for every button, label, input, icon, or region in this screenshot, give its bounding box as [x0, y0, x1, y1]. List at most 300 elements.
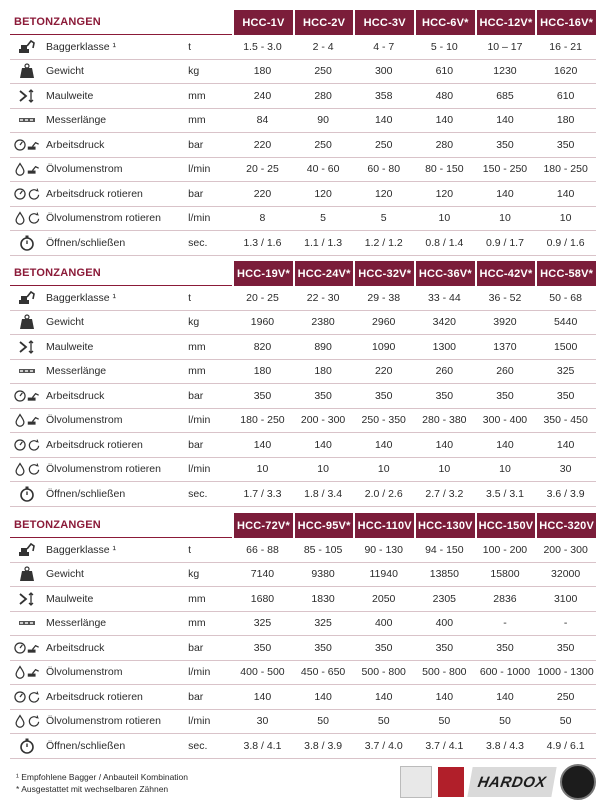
table-cell: 180 [232, 360, 293, 385]
table-cell: 36 - 52 [475, 286, 536, 311]
table-cell: 4 - 7 [353, 35, 414, 60]
table-row [10, 433, 596, 458]
table-cell: 140 [414, 109, 475, 134]
table-cell: 140 [353, 109, 414, 134]
table-cell: 140 [475, 433, 536, 458]
blade-icon [18, 365, 36, 377]
table-cell: 32000 [535, 563, 596, 588]
table-cell: 1830 [293, 587, 354, 612]
table-row [10, 182, 596, 207]
table-cell: 250 [293, 60, 354, 85]
table-cell: 30 [232, 710, 293, 735]
stopwatch-icon [18, 237, 36, 249]
table-cell: 140 [414, 685, 475, 710]
table-cell: 350 [535, 384, 596, 409]
table-row [10, 158, 596, 183]
rotation-pressure-icon [13, 691, 41, 703]
table-cell: 1300 [414, 335, 475, 360]
table-cell: 94 - 150 [414, 538, 475, 563]
table-cell: 350 [414, 636, 475, 661]
table-row [10, 685, 596, 710]
table-cell: 1.7 / 3.3 [232, 482, 293, 507]
table-cell: 4.9 / 6.1 [535, 734, 596, 759]
table-cell: 3.8 / 4.1 [232, 734, 293, 759]
table-cell: 350 [293, 636, 354, 661]
table-cell: 10 [414, 207, 475, 232]
table-cell: 10 [475, 458, 536, 483]
table-row [10, 60, 596, 85]
table-cell: 180 [535, 109, 596, 134]
table-row [10, 587, 596, 612]
table-cell: 350 [232, 636, 293, 661]
table-cell: 180 - 250 [535, 158, 596, 183]
blade-icon [18, 617, 36, 629]
row-unit: bar [186, 384, 232, 409]
table-cell: 1370 [475, 335, 536, 360]
table-row [10, 311, 596, 336]
table-cell: 1090 [353, 335, 414, 360]
table-cell: 220 [232, 133, 293, 158]
header-spacer [186, 10, 232, 35]
table-cell: 1.3 / 1.6 [232, 231, 293, 256]
table-row [10, 84, 596, 109]
row-unit: mm [186, 360, 232, 385]
row-label: Ölvolumenstrom rotieren [44, 207, 186, 232]
table-row [10, 207, 596, 232]
table-cell: 400 [414, 612, 475, 637]
model-header: HCC-42V* [475, 261, 536, 286]
row-label: Baggerklasse ¹ [44, 538, 186, 563]
model-header: HCC-150V [475, 513, 536, 538]
jaw-opening-icon [18, 90, 36, 102]
table-cell: 200 - 300 [293, 409, 354, 434]
table-cell: 120 [293, 182, 354, 207]
row-unit: sec. [186, 734, 232, 759]
section-title: BETONZANGEN [10, 513, 186, 538]
table-cell: 100 - 200 [475, 538, 536, 563]
table-cell: 1500 [535, 335, 596, 360]
table-row [10, 231, 596, 256]
jaw-opening-icon [18, 341, 36, 353]
table-cell: 0.9 / 1.6 [535, 231, 596, 256]
table-cell: 10 – 17 [475, 35, 536, 60]
table-row [10, 734, 596, 759]
model-header: HCC-320V [535, 513, 596, 538]
table-cell: 685 [475, 84, 536, 109]
model-header: HCC-130V [414, 513, 475, 538]
table-cell: 15800 [475, 563, 536, 588]
table-cell: 325 [232, 612, 293, 637]
table-row [10, 384, 596, 409]
table-cell: 1.1 / 1.3 [293, 231, 354, 256]
model-header: HCC-110V [353, 513, 414, 538]
model-header: HCC-3V [353, 10, 414, 35]
table-cell: 200 - 300 [535, 538, 596, 563]
row-label: Baggerklasse ¹ [44, 286, 186, 311]
table-cell: 280 [293, 84, 354, 109]
rotation-oil-flow-icon [13, 463, 41, 475]
table-cell: 325 [293, 612, 354, 637]
table-row [10, 35, 596, 60]
row-unit: l/min [186, 158, 232, 183]
row-label: Messerlänge [44, 612, 186, 637]
model-header: HCC-2V [293, 10, 354, 35]
table-cell: - [535, 612, 596, 637]
table-cell: 2960 [353, 311, 414, 336]
table-cell: 300 - 400 [475, 409, 536, 434]
table-cell: 3920 [475, 311, 536, 336]
table-cell: 350 [232, 384, 293, 409]
table-cell: 220 [353, 360, 414, 385]
model-header: HCC-24V* [293, 261, 354, 286]
table-row [10, 458, 596, 483]
table-cell: 60 - 80 [353, 158, 414, 183]
table-cell: 80 - 150 [414, 158, 475, 183]
table-row [10, 109, 596, 134]
table-cell: 2305 [414, 587, 475, 612]
table-cell: 40 - 60 [293, 158, 354, 183]
table-cell: 150 - 250 [475, 158, 536, 183]
table-cell: 600 - 1000 [475, 661, 536, 686]
table-cell: 400 [353, 612, 414, 637]
row-label: Arbeitsdruck [44, 636, 186, 661]
table-cell: 250 [293, 133, 354, 158]
hardox-logo: HARDOX [467, 767, 556, 797]
table-cell: 50 - 68 [535, 286, 596, 311]
model-header: HCC-19V* [232, 261, 293, 286]
row-label: Öffnen/schließen [44, 231, 186, 256]
row-label: Messerlänge [44, 360, 186, 385]
table-cell: 1.2 / 1.2 [353, 231, 414, 256]
row-unit: mm [186, 612, 232, 637]
table-cell: 180 [232, 60, 293, 85]
table-cell: 5440 [535, 311, 596, 336]
model-header: HCC-32V* [353, 261, 414, 286]
table-cell: 358 [353, 84, 414, 109]
table-cell: 5 [353, 207, 414, 232]
header-row [10, 10, 596, 35]
table-row [10, 612, 596, 637]
row-unit: l/min [186, 409, 232, 434]
pressure-gauge-icon [13, 642, 41, 654]
table-cell: 90 - 130 [353, 538, 414, 563]
row-label: Ölvolumenstrom [44, 409, 186, 434]
spec-table-2 [10, 261, 596, 507]
table-cell: 50 [414, 710, 475, 735]
table-cell: 480 [414, 84, 475, 109]
table-cell: 7140 [232, 563, 293, 588]
table-cell: 1680 [232, 587, 293, 612]
table-row [10, 710, 596, 735]
table-cell: 180 [293, 360, 354, 385]
table-cell: 250 - 350 [353, 409, 414, 434]
row-label: Gewicht [44, 60, 186, 85]
table-cell: 890 [293, 335, 354, 360]
header-row [10, 261, 596, 286]
table-cell: 2050 [353, 587, 414, 612]
table-cell: 220 [232, 182, 293, 207]
row-label: Ölvolumenstrom rotieren [44, 458, 186, 483]
table-cell: 140 [353, 433, 414, 458]
row-unit: sec. [186, 231, 232, 256]
table-cell: 280 [414, 133, 475, 158]
table-cell: 10 [293, 458, 354, 483]
table-cell: 350 [475, 133, 536, 158]
footnotes [16, 771, 188, 795]
table-cell: 1620 [535, 60, 596, 85]
table-cell: 1000 - 1300 [535, 661, 596, 686]
oil-flow-icon [13, 414, 41, 426]
row-label: Ölvolumenstrom [44, 158, 186, 183]
table-cell: 3.7 / 4.0 [353, 734, 414, 759]
row-unit: l/min [186, 661, 232, 686]
table-cell: 300 [353, 60, 414, 85]
table-row [10, 360, 596, 385]
table-cell: 84 [232, 109, 293, 134]
table-cell: 610 [414, 60, 475, 85]
table-cell: 5 [293, 207, 354, 232]
table-cell: 10 [414, 458, 475, 483]
table-cell: 1960 [232, 311, 293, 336]
oil-flow-icon [13, 163, 41, 175]
table-cell: 2.0 / 2.6 [353, 482, 414, 507]
weight-icon [18, 65, 36, 77]
table-row [10, 286, 596, 311]
row-unit: l/min [186, 207, 232, 232]
row-unit: mm [186, 335, 232, 360]
model-header: HCC-12V* [475, 10, 536, 35]
jaw-opening-icon [18, 593, 36, 605]
table-cell: 50 [535, 710, 596, 735]
table-cell: 140 [414, 433, 475, 458]
table-cell: 140 [535, 182, 596, 207]
spec-table [10, 10, 596, 256]
table-cell: 180 - 250 [232, 409, 293, 434]
row-label: Baggerklasse ¹ [44, 35, 186, 60]
table-row [10, 563, 596, 588]
table-cell: 350 [414, 384, 475, 409]
row-label: Messerlänge [44, 109, 186, 134]
table-cell: 350 [293, 384, 354, 409]
table-cell: 90 [293, 109, 354, 134]
table-cell: 250 [535, 685, 596, 710]
table-cell: 8 [232, 207, 293, 232]
table-cell: 29 - 38 [353, 286, 414, 311]
stopwatch-icon [18, 740, 36, 752]
excavator-icon [18, 292, 36, 304]
section-title: BETONZANGEN [10, 261, 186, 286]
spec-table [10, 513, 596, 759]
table-cell: 50 [353, 710, 414, 735]
certification-logo [400, 766, 432, 798]
table-cell: 140 [293, 685, 354, 710]
table-cell: 0.8 / 1.4 [414, 231, 475, 256]
model-header: HCC-36V* [414, 261, 475, 286]
table-cell: 20 - 25 [232, 158, 293, 183]
table-cell: - [475, 612, 536, 637]
table-cell: 140 [293, 433, 354, 458]
table-cell: 350 - 450 [535, 409, 596, 434]
row-unit: bar [186, 133, 232, 158]
table-cell: 140 [475, 685, 536, 710]
model-header: HCC-1V [232, 10, 293, 35]
pressure-gauge-icon [13, 390, 41, 402]
row-unit: kg [186, 311, 232, 336]
brand-badge-logo [438, 767, 464, 797]
row-label: Arbeitsdruck rotieren [44, 182, 186, 207]
header-spacer [186, 261, 232, 286]
table-cell: 3.7 / 4.1 [414, 734, 475, 759]
table-cell: 820 [232, 335, 293, 360]
table-cell: 350 [535, 133, 596, 158]
table-cell: 280 - 380 [414, 409, 475, 434]
table-cell: 2 - 4 [293, 35, 354, 60]
spec-table [10, 261, 596, 507]
table-cell: 3420 [414, 311, 475, 336]
row-unit: bar [186, 636, 232, 661]
row-label: Öffnen/schließen [44, 482, 186, 507]
table-cell: 3.5 / 3.1 [475, 482, 536, 507]
table-cell: 9380 [293, 563, 354, 588]
oil-flow-icon [13, 666, 41, 678]
logo-strip [400, 764, 596, 800]
table-cell: 2.7 / 3.2 [414, 482, 475, 507]
stopwatch-icon [18, 488, 36, 500]
table-cell: 16 - 21 [535, 35, 596, 60]
weight-icon [18, 316, 36, 328]
table-cell: 1.8 / 3.4 [293, 482, 354, 507]
table-cell: 1230 [475, 60, 536, 85]
row-label: Arbeitsdruck rotieren [44, 433, 186, 458]
row-unit: t [186, 286, 232, 311]
row-unit: bar [186, 433, 232, 458]
table-cell: 500 - 800 [414, 661, 475, 686]
table-row [10, 482, 596, 507]
table-cell: 260 [475, 360, 536, 385]
table-row [10, 335, 596, 360]
table-cell: 33 - 44 [414, 286, 475, 311]
rotation-oil-flow-icon [13, 212, 41, 224]
table-cell: 85 - 105 [293, 538, 354, 563]
row-label: Maulweite [44, 335, 186, 360]
table-cell: 22 - 30 [293, 286, 354, 311]
row-unit: t [186, 35, 232, 60]
table-cell: 3100 [535, 587, 596, 612]
model-header: HCC-72V* [232, 513, 293, 538]
header-row [10, 513, 596, 538]
weight-icon [18, 568, 36, 580]
table-cell: 3.6 / 3.9 [535, 482, 596, 507]
row-label: Arbeitsdruck rotieren [44, 685, 186, 710]
table-cell: 30 [535, 458, 596, 483]
table-cell: 120 [353, 182, 414, 207]
table-row [10, 636, 596, 661]
table-cell: 66 - 88 [232, 538, 293, 563]
table-row [10, 133, 596, 158]
table-cell: 260 [414, 360, 475, 385]
footnote-recommended-combination: ¹ Empfohlene Bagger / Anbauteil Kombination [16, 772, 189, 782]
table-row [10, 409, 596, 434]
table-cell: 120 [414, 182, 475, 207]
table-row [10, 661, 596, 686]
table-cell: 140 [232, 685, 293, 710]
table-cell: 250 [353, 133, 414, 158]
spec-table-1 [10, 10, 596, 256]
table-cell: 13850 [414, 563, 475, 588]
row-unit: l/min [186, 458, 232, 483]
table-cell: 2380 [293, 311, 354, 336]
table-cell: 140 [353, 685, 414, 710]
footnote-interchangeable-teeth: * Ausgestattet mit wechselbaren Zähnen [16, 784, 169, 794]
table-cell: 140 [232, 433, 293, 458]
rotation-oil-flow-icon [13, 715, 41, 727]
model-header: HCC-95V* [293, 513, 354, 538]
row-label: Maulweite [44, 587, 186, 612]
row-unit: mm [186, 587, 232, 612]
table-cell: 10 [535, 207, 596, 232]
row-unit: mm [186, 84, 232, 109]
table-cell: 140 [475, 109, 536, 134]
table-cell: 610 [535, 84, 596, 109]
row-label: Öffnen/schließen [44, 734, 186, 759]
table-cell: 11940 [353, 563, 414, 588]
table-cell: 0.9 / 1.7 [475, 231, 536, 256]
table-cell: 5 - 10 [414, 35, 475, 60]
row-unit: l/min [186, 710, 232, 735]
spec-table-3 [10, 513, 596, 759]
seal-logo [560, 764, 596, 800]
row-unit: bar [186, 182, 232, 207]
excavator-icon [18, 544, 36, 556]
header-spacer [186, 513, 232, 538]
table-cell: 20 - 25 [232, 286, 293, 311]
rotation-pressure-icon [13, 188, 41, 200]
table-cell: 10 [475, 207, 536, 232]
model-header: HCC-58V* [535, 261, 596, 286]
rotation-pressure-icon [13, 439, 41, 451]
table-cell: 240 [232, 84, 293, 109]
row-label: Arbeitsdruck [44, 133, 186, 158]
model-header: HCC-16V* [535, 10, 596, 35]
table-cell: 400 - 500 [232, 661, 293, 686]
table-cell: 140 [535, 433, 596, 458]
pressure-gauge-icon [13, 139, 41, 151]
table-row [10, 538, 596, 563]
model-header: HCC-6V* [414, 10, 475, 35]
table-cell: 450 - 650 [293, 661, 354, 686]
table-cell: 3.8 / 4.3 [475, 734, 536, 759]
row-unit: kg [186, 60, 232, 85]
table-cell: 10 [353, 458, 414, 483]
row-label: Maulweite [44, 84, 186, 109]
table-cell: 350 [353, 384, 414, 409]
row-label: Arbeitsdruck [44, 384, 186, 409]
row-label: Ölvolumenstrom [44, 661, 186, 686]
row-label: Gewicht [44, 563, 186, 588]
row-unit: t [186, 538, 232, 563]
table-cell: 3.8 / 3.9 [293, 734, 354, 759]
table-cell: 350 [353, 636, 414, 661]
row-label: Gewicht [44, 311, 186, 336]
table-cell: 50 [293, 710, 354, 735]
row-unit: sec. [186, 482, 232, 507]
table-cell: 350 [535, 636, 596, 661]
table-cell: 140 [475, 182, 536, 207]
row-unit: bar [186, 685, 232, 710]
table-cell: 50 [475, 710, 536, 735]
excavator-icon [18, 41, 36, 53]
table-cell: 500 - 800 [353, 661, 414, 686]
